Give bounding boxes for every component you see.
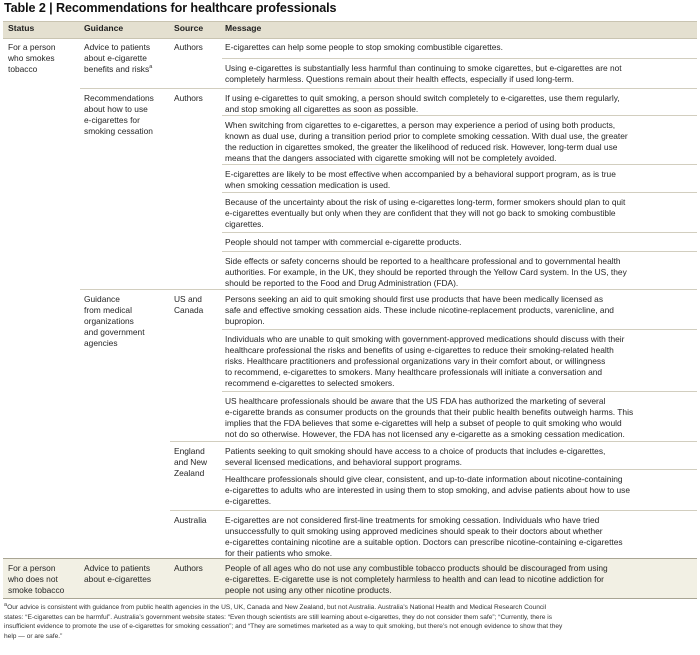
status-cell: [8, 42, 55, 75]
row-divider: [170, 441, 697, 442]
source-cell: [174, 294, 203, 316]
footnote-line: [4, 603, 546, 613]
footnote-marker: a: [149, 64, 153, 71]
guidance-cell-line: e-cigarettes for: [84, 115, 140, 125]
message-cell-line: Healthcare professionals should give clear, consistent, and up-to-date information about nicotine-containing: [225, 474, 623, 484]
status-cell-line: who smokes: [8, 53, 55, 63]
message-cell-line: e-cigarettes containing nicotine are a suitable option. Doctors can prescribe nicotine-containing e-cigarettes: [225, 537, 623, 547]
footnote-text: Our advice is consistent with guidance from public health agencies in the US, UK, Canada and New Zealand, but not Australia. Australia’s National Health and Medical Research Council: [7, 604, 547, 611]
guidance-cell-line: smoking cessation: [84, 126, 153, 136]
message-cell-line: e-cigarettes eventually but only when they are confident that they will not go back to smoking combustible: [225, 208, 616, 218]
message-cell-line: E-cigarettes are likely to be most effective when accompanied by a behavioral support program, as is true: [225, 169, 616, 179]
message-cell-line: should be reported to the Food and Drug Administration (FDA).: [225, 278, 459, 288]
footnote-marker: a: [4, 601, 8, 608]
footnote-line: states: “E-cigarettes can be harmful”. Australia’s government website states: “Even though scientists are still learning about e-cigarettes, they do not consider them safe”; “Currently, there is: [4, 613, 553, 621]
row-divider: [222, 232, 697, 233]
message-cell: [225, 294, 614, 327]
source-cell-line: England: [174, 446, 205, 456]
guidance-cell-line: about how to use: [84, 104, 148, 114]
guidance-cell-line: Guidance: [84, 294, 120, 304]
source-cell: Authors: [174, 93, 203, 103]
message-cell: [225, 396, 633, 440]
header-message: Message: [225, 23, 262, 33]
message-cell-line: the reduction in cigarettes smoked, the greater the likelihood of reduced risk. However, long-term dual use: [225, 142, 618, 152]
guidance-cell-line: organizations: [84, 316, 134, 326]
guidance-cell-line: and government: [84, 327, 145, 337]
message-cell: [225, 42, 503, 53]
message-cell-line: e-cigarettes. E-cigarette use is not completely harmless to health and can lead to nicotine addiction for: [225, 574, 604, 584]
message-cell: [225, 334, 624, 389]
guidance-cell-line: about e-cigarettes: [84, 574, 152, 584]
footnote-line: insufficient evidence to promote the use of e-cigarettes for smoking cessation”; and “They are sometimes marketed as a way to quit smoking, but there’s not enough evidence to show that they: [4, 623, 563, 630]
guidance-cell-line: Recommendations: [84, 93, 154, 103]
message-cell: [225, 474, 630, 507]
row-divider: [3, 598, 697, 599]
message-cell-line: E-cigarettes can help some people to stop smoking combustible cigarettes.: [225, 42, 503, 52]
message-cell-line: Persons seeking an aid to quit smoking should first use products that have been medically licensed as: [225, 294, 604, 304]
message-cell-line: completely harmless. Questions remain about their health effects, especially if used long-term.: [225, 74, 574, 84]
row-divider: [3, 558, 697, 559]
message-cell-line: E-cigarettes are not considered first-line treatments for smoking cessation. Individuals who have tried: [225, 515, 600, 525]
table-title: Table 2 | Recommendations for healthcare professionals: [4, 1, 337, 15]
message-cell: [225, 256, 627, 289]
message-cell-line: e-cigarette brands as consumer products on the grounds that their public health benefits outweigh harms. This: [225, 407, 634, 417]
message-cell-line: when smoking cessation medication is used.: [225, 180, 391, 190]
guidance-cell: [84, 563, 151, 585]
row-divider: [170, 510, 697, 511]
source-cell-line: Canada: [174, 305, 204, 315]
message-cell-line: implies that the FDA believes that some e-cigarettes will help a subset of people to quit smoking who would: [225, 418, 622, 428]
source-cell: Authors: [174, 42, 203, 52]
status-cell-line: who does not: [8, 574, 58, 584]
message-cell: [225, 169, 616, 191]
message-cell: [225, 63, 622, 85]
guidance-cell: [84, 93, 154, 137]
guidance-cell-line-text: benefits and risks: [84, 64, 150, 74]
message-cell-line: means that the dangers associated with cigarette smoking will not be completely avoided.: [225, 153, 557, 163]
message-cell-line: for their patients who smoke.: [225, 548, 333, 558]
row-divider: [222, 58, 697, 59]
message-cell-line: bupropion.: [225, 316, 265, 326]
guidance-cell: [84, 42, 152, 75]
row-divider: [222, 469, 697, 470]
guidance-cell-line: from medical: [84, 305, 132, 315]
status-cell-line: For a person: [8, 42, 56, 52]
message-cell-line: and stop smoking all cigarettes as soon as possible.: [225, 104, 419, 114]
guidance-cell-line: Advice to patients: [84, 42, 151, 52]
message-cell-line: several licensed medications, and behavioral support programs.: [225, 457, 462, 467]
guidance-cell-line: agencies: [84, 338, 118, 348]
row-divider: [80, 88, 697, 89]
message-cell-line: Using e-cigarettes is substantially less harmful than continuing to smoke cigarettes, but e-cigarettes are not: [225, 63, 622, 73]
guidance-cell-line: about e-cigarette: [84, 53, 147, 63]
message-cell-line: healthcare professional the risks and benefits of using e-cigarettes to reduce their smoking-related health: [225, 345, 614, 355]
message-cell-line: When switching from cigarettes to e-cigarettes, a person may experience a period of using both products,: [225, 120, 616, 130]
message-cell: [225, 515, 623, 559]
message-cell-line: Because of the uncertainty about the risk of using e-cigarettes long-term, former smokers should plan to quit: [225, 197, 626, 207]
row-divider: [222, 329, 697, 330]
status-cell-line: For a person: [8, 563, 56, 573]
message-cell: [225, 197, 625, 230]
message-cell-line: People should not tamper with commercial e-cigarette products.: [225, 237, 462, 247]
message-cell-line: to recommend, e-cigarettes to smokers. Many healthcare professionals will initiate a conversation and: [225, 367, 603, 377]
message-cell-line: People of all ages who do not use any combustible tobacco products should be discouraged from using: [225, 563, 608, 573]
message-cell: [225, 563, 608, 596]
source-cell-line: Zealand: [174, 468, 205, 478]
message-cell-line: If using e-cigarettes to quit smoking, a person should switch completely to e-cigarettes, use them regularly,: [225, 93, 620, 103]
message-cell-line: risks. Healthcare practitioners and professional organizations vary in their comfort about, or willingness: [225, 356, 606, 366]
message-cell-line: Individuals who are unable to quit smoking with government-approved medications should discuss with their: [225, 334, 625, 344]
row-divider: [222, 192, 697, 193]
row-divider: [222, 164, 697, 165]
message-cell: [225, 237, 461, 248]
source-cell: Authors: [174, 563, 203, 573]
source-cell: [174, 446, 207, 479]
guidance-cell: [84, 294, 145, 349]
message-cell-line: e-cigarettes.: [225, 496, 272, 506]
message-cell-line: authorities. For example, in the UK, they should be reported through the Yellow Card system. In the US, they: [225, 267, 627, 277]
message-cell-line: cigarettes.: [225, 219, 264, 229]
status-cell: [8, 563, 64, 596]
status-cell-line: smoke tobacco: [8, 585, 65, 595]
guidance-cell-line: Advice to patients: [84, 563, 151, 573]
message-cell-line: known as dual use, during a transition period prior to complete smoking cessation. With dual use, the greater: [225, 131, 628, 141]
row-divider: [222, 391, 697, 392]
message-cell-line: Patients seeking to quit smoking should have access to a choice of products that includes e-cigarettes,: [225, 446, 606, 456]
header-guidance: Guidance: [84, 23, 124, 33]
message-cell-line: unsuccessfully to quit smoking using approved medicines should speak to their doctors about whether: [225, 526, 603, 536]
header-status: Status: [8, 23, 35, 33]
message-cell-line: Side effects or safety concerns should be reported to a healthcare professional and to governmental health: [225, 256, 621, 266]
source-cell-line: and New: [174, 457, 208, 467]
source-cell-line: US and: [174, 294, 202, 304]
footnote-line: help — or are safe.”: [4, 632, 63, 640]
message-cell: [225, 93, 620, 115]
message-cell-line: safe and effective smoking cessation aids. These include nicotine-replacement products, varenicline, and: [225, 305, 614, 315]
header-source: Source: [174, 23, 204, 33]
source-cell: Australia: [174, 515, 207, 525]
message-cell-line: not do so otherwise. However, the FDA has not licensed any e-cigarette as a smoking cessation medication.: [225, 429, 625, 439]
message-cell-line: e-cigarettes to adults who are interested in using them to stop smoking, and advise patients about how to use: [225, 485, 631, 495]
guidance-cell-line: [84, 64, 152, 75]
message-cell-line: US healthcare professionals should be aware that the US FDA has authorized the marketing of several: [225, 396, 606, 406]
message-cell-line: people not using any other nicotine products.: [225, 585, 392, 595]
row-divider: [80, 289, 697, 290]
message-cell: [225, 120, 628, 164]
row-divider: [222, 115, 697, 116]
row-divider: [222, 251, 697, 252]
message-cell-line: recommend e-cigarettes to selected smokers.: [225, 378, 395, 388]
message-cell: [225, 446, 605, 468]
status-cell-line: tobacco: [8, 64, 38, 74]
